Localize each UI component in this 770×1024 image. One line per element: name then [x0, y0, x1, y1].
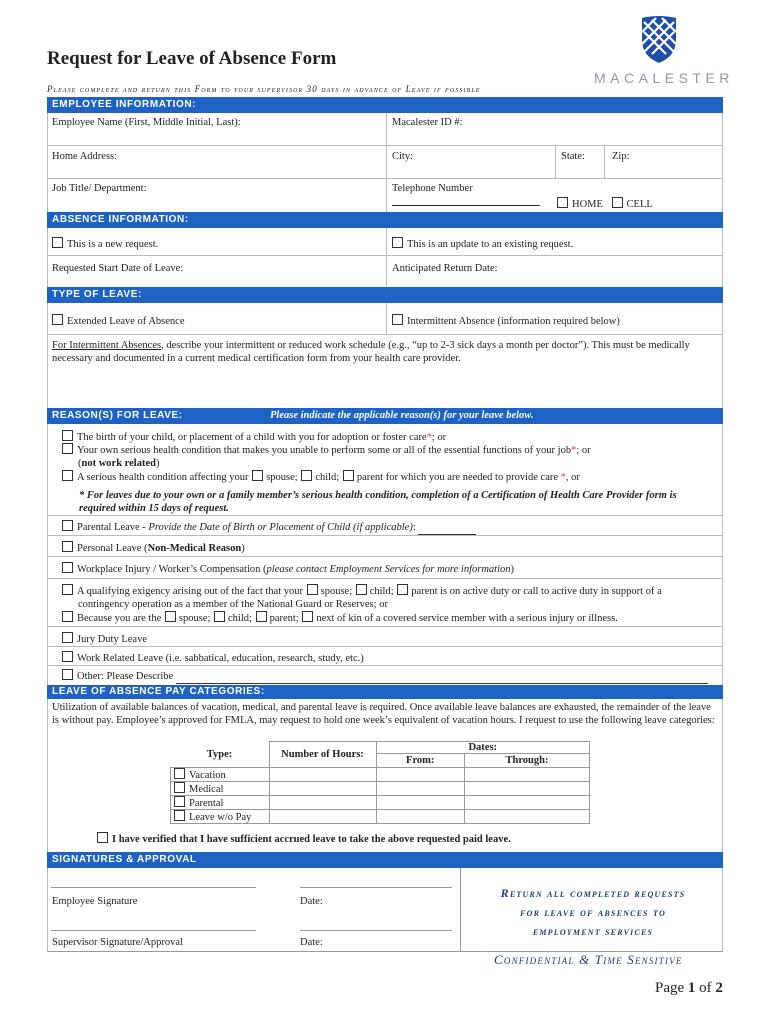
- cell-label: CELL: [626, 199, 653, 210]
- pay-explanation: Utilization of available balances of vacation, medical, and parental leave is required. Once available leave balances are exhausted, the remainder of the leave is without pay. Employee’s approved for FMLA, may request to hold one week’s equivalent of vacation hours. I request to use the following leave categories:: [52, 702, 715, 726]
- employee-signature-label: Employee Signature: [52, 896, 138, 907]
- exigency-checkbox[interactable]: [62, 584, 73, 595]
- signatures-section-header: SIGNATURES & APPROVAL: [47, 852, 723, 868]
- employee-section-header: EMPLOYEE INFORMATION:: [47, 97, 723, 113]
- state-label[interactable]: State:: [561, 151, 585, 162]
- supervisor-date-line[interactable]: [300, 930, 452, 932]
- other-description-input[interactable]: [176, 670, 708, 684]
- extended-leave-label: Extended Leave of Absence: [67, 316, 185, 327]
- page-number: Page 1 of 2: [655, 980, 723, 996]
- employee-signature-line[interactable]: [51, 887, 256, 889]
- page-title: Request for Leave of Absence Form: [47, 48, 337, 69]
- parental-leave-checkbox[interactable]: [62, 520, 73, 531]
- absence-section-header: ABSENCE INFORMATION:: [47, 212, 723, 228]
- logo-wordmark: MACALESTER: [594, 70, 734, 86]
- col-through: Through:: [464, 754, 589, 768]
- intermittent-checkbox[interactable]: [392, 314, 403, 325]
- type-section-header: TYPE OF LEAVE:: [47, 287, 723, 303]
- telephone-input[interactable]: [392, 195, 540, 206]
- dates-row: [47, 256, 723, 286]
- employee-name-row: [47, 113, 723, 146]
- pay-row-medical: Medical: [171, 782, 590, 796]
- intermittent-note-link: For Intermittent Absences: [52, 340, 162, 351]
- workplace-injury-checkbox[interactable]: [62, 562, 73, 573]
- caregiver-spouse-checkbox[interactable]: [165, 611, 176, 622]
- col-type: Type:: [171, 742, 270, 768]
- city-label[interactable]: City:: [392, 151, 414, 162]
- employee-date-line[interactable]: [300, 887, 452, 889]
- new-request-label: This is a new request.: [67, 239, 159, 250]
- intermittent-note: For Intermittent Absences, describe your intermittent or reduced work schedule (e.g., “up to 2-3 sick days a month per doctor”). This must be medically necessary and documented in a current medical certification form from your health care provider.: [52, 340, 690, 364]
- vacation-checkbox[interactable]: [174, 768, 185, 779]
- work-related-checkbox[interactable]: [62, 651, 73, 662]
- reason-other: Other: Please Describe: [62, 669, 708, 684]
- exigency-line2: contingency operation as a member of the National Guard or Reserves; or: [78, 599, 388, 610]
- family-condition-checkbox[interactable]: [62, 470, 73, 481]
- pay-row-without-pay: Leave w/o Pay: [171, 810, 590, 824]
- pay-row-vacation: Vacation: [171, 768, 590, 782]
- zip-label[interactable]: Zip:: [612, 151, 630, 162]
- serious-condition-checkbox[interactable]: [62, 443, 73, 454]
- employee-date-label: Date:: [300, 896, 323, 907]
- macalester-id-label[interactable]: Macalester ID #:: [392, 117, 463, 128]
- caregiver-parent-checkbox[interactable]: [256, 611, 267, 622]
- confidential-note: Confidential & Time Sensitive: [494, 952, 683, 967]
- parent-checkbox[interactable]: [343, 470, 354, 481]
- reason-jury: Jury Duty Leave: [62, 632, 147, 646]
- telephone-label[interactable]: Telephone Number: [392, 183, 473, 194]
- form-subtitle: Please complete and return this Form to your supervisor 30 days in advance of Leave if possible: [47, 84, 481, 94]
- col-from: From:: [376, 754, 464, 768]
- macalester-logo-icon: [640, 14, 678, 64]
- reason-family: A serious health condition affecting your spouse; child; parent for which you are needed to provide care *, or: [62, 470, 717, 484]
- reason-parental: Parental Leave - Provide the Date of Birth or Placement of Child (if applicable):: [62, 520, 476, 535]
- exigency-child-checkbox[interactable]: [356, 584, 367, 595]
- leave-form: EMPLOYEE INFORMATION: Employee Name (First, Middle Initial, Last): Macalester ID #: Home Address: City: State: Zip: Job Title/ Department: Telephone Number HOME CELL ABSENCE INFORMATION: This is a new request. This is an update to an existing request. Requested Start Date of Leave: Anticipated Return Date: TYPE OF LEAVE: Extended Leave of Absence Intermittent Absence (information required below) For Intermittent Absences, describe your intermittent or reduced work schedule (e.g., “up to 2-3 sick days a month per doctor”). This must be medically necessary and documented in a current medical certification form from your health care provider. REASON(S) FOR LEAVE: Please indicate the applicable reason(s) for your leave below. The birth of your child, or placement of a child with you for adoption or foster care*; or Your own serious health condition that makes you unable to perform some or all of the essential functions of your job*; or (not work related) A serious health condition affecting your spouse; child; parent for which you are needed to provide care *, or * For leaves due to your own or a family member’s serious health condition, completion of a Certification of Health Care Provider form is required within 15 days of request. Parental Leave - Provide the Date of Birth or Placement of Child (if applicable): Personal Leave (Non-Medical Reason) Workplace Injury / Worker’s Compensation (please contact Employment Services for more information) A qualifying exigency arising out of the fact that your spouse; child; parent is on active duty or call to active duty in support of a contingency operation as a member of the National Guard or Reserves; or Because you are the spouse; child; parent; next of kin of a covered service member with a serious injury or illness. Jury Duty Leave Work Related Leave (i.e. sabbatical, education, research, study, etc.) Other: Please Describe LEAVE OF ABSENCE PAY CATEGORIES: Utilization of available balances of vacation, medical, and parental leave is required. Once available leave balances are exhausted, the remainder of the leave is without pay. Employee’s approved for FMLA, may request to hold one week’s equivalent of vacation hours. I request to use the following leave categories: Type: Number of Hours: Dates: From: Through: Vacation Medical Parental Leave w/o Pay I have verified that I have sufficient accrued leave to take the above requested paid leave. SIGNATURES & APPROVAL Employee Signature Date: Supervisor Signature/Approval Date:: [47, 97, 723, 952]
- cell-checkbox[interactable]: [612, 197, 623, 208]
- supervisor-signature-line[interactable]: [51, 930, 256, 932]
- verify-statement: I have verified that I have sufficient accrued leave to take the above requested paid leave.: [97, 832, 511, 846]
- job-row: [47, 179, 723, 212]
- parental-pay-checkbox[interactable]: [174, 796, 185, 807]
- reasons-instruction: Please indicate the applicable reason(s) for your leave below.: [270, 410, 534, 421]
- pay-table: [170, 741, 590, 824]
- reason-workplace: Workplace Injury / Worker’s Compensation (please contact Employment Services for more information): [62, 562, 514, 576]
- reason-serious: Your own serious health condition that makes you unable to perform some or all of the essential functions of your job*; or: [62, 443, 717, 457]
- home-label: HOME: [572, 199, 603, 210]
- exigency-parent-checkbox[interactable]: [397, 584, 408, 595]
- without-pay-checkbox[interactable]: [174, 810, 185, 821]
- home-checkbox[interactable]: [557, 197, 568, 208]
- spouse-checkbox[interactable]: [252, 470, 263, 481]
- update-request-label: This is an update to an existing request.: [407, 239, 574, 250]
- next-of-kin-checkbox[interactable]: [302, 611, 313, 622]
- parental-date-input[interactable]: [418, 521, 476, 535]
- parental-hours[interactable]: [269, 796, 376, 810]
- col-hours: Number of Hours:: [269, 742, 376, 768]
- reason-caregiver: Because you are the spouse; child; parent; next of kin of a covered service member with a serious injury or illness.: [62, 611, 717, 625]
- pay-row-parental: Parental: [171, 796, 590, 810]
- certification-note: * For leaves due to your own or a family member’s serious health condition, completion of a Certification of Health Care Provider form is required within 15 days of request.: [79, 490, 677, 514]
- supervisor-signature-label: Supervisor Signature/Approval: [52, 937, 183, 948]
- update-request-checkbox[interactable]: [392, 237, 403, 248]
- birth-checkbox[interactable]: [62, 430, 73, 441]
- request-type-row: [47, 228, 723, 256]
- home-address-label[interactable]: Home Address:: [52, 151, 118, 162]
- reason-personal: Personal Leave (Non-Medical Reason): [62, 541, 245, 555]
- reason-exigency: A qualifying exigency arising out of the fact that your spouse; child; parent is on active duty or call to active duty in support of a: [62, 584, 717, 598]
- child-checkbox[interactable]: [301, 470, 312, 481]
- not-work-related: not work related: [81, 458, 156, 469]
- employee-name-label[interactable]: Employee Name (First, Middle Initial, Last):: [52, 117, 241, 128]
- intermittent-label: Intermittent Absence (information required below): [407, 316, 620, 327]
- reasons-section-header: REASON(S) FOR LEAVE: Please indicate the applicable reason(s) for your leave below.: [47, 408, 723, 424]
- return-date-label[interactable]: Anticipated Return Date:: [392, 263, 498, 274]
- exigency-spouse-checkbox[interactable]: [307, 584, 318, 595]
- other-checkbox[interactable]: [62, 669, 73, 680]
- start-date-label[interactable]: Requested Start Date of Leave:: [52, 263, 184, 274]
- pay-section-header: LEAVE OF ABSENCE PAY CATEGORIES:: [47, 685, 723, 699]
- jury-duty-checkbox[interactable]: [62, 632, 73, 643]
- job-title-label[interactable]: Job Title/ Department:: [52, 183, 147, 194]
- reason-work-related: Work Related Leave (i.e. sabbatical, education, research, study, etc.): [62, 651, 364, 665]
- address-row: [47, 146, 723, 179]
- without-pay-hours[interactable]: [269, 810, 376, 824]
- caregiver-checkbox[interactable]: [62, 611, 73, 622]
- leave-type-row: [47, 303, 723, 335]
- medical-checkbox[interactable]: [174, 782, 185, 793]
- reason-birth: The birth of your child, or placement of a child with you for adoption or foster care*; or: [62, 430, 717, 444]
- extended-leave-checkbox[interactable]: [52, 314, 63, 325]
- return-instructions: Return all completed requests for leave of absences to employment services: [500, 886, 686, 938]
- vacation-hours[interactable]: [269, 768, 376, 782]
- col-dates: Dates:: [376, 742, 590, 754]
- personal-leave-checkbox[interactable]: [62, 541, 73, 552]
- caregiver-child-checkbox[interactable]: [214, 611, 225, 622]
- supervisor-date-label: Date:: [300, 937, 323, 948]
- new-request-checkbox[interactable]: [52, 237, 63, 248]
- verify-checkbox[interactable]: [97, 832, 108, 843]
- medical-hours[interactable]: [269, 782, 376, 796]
